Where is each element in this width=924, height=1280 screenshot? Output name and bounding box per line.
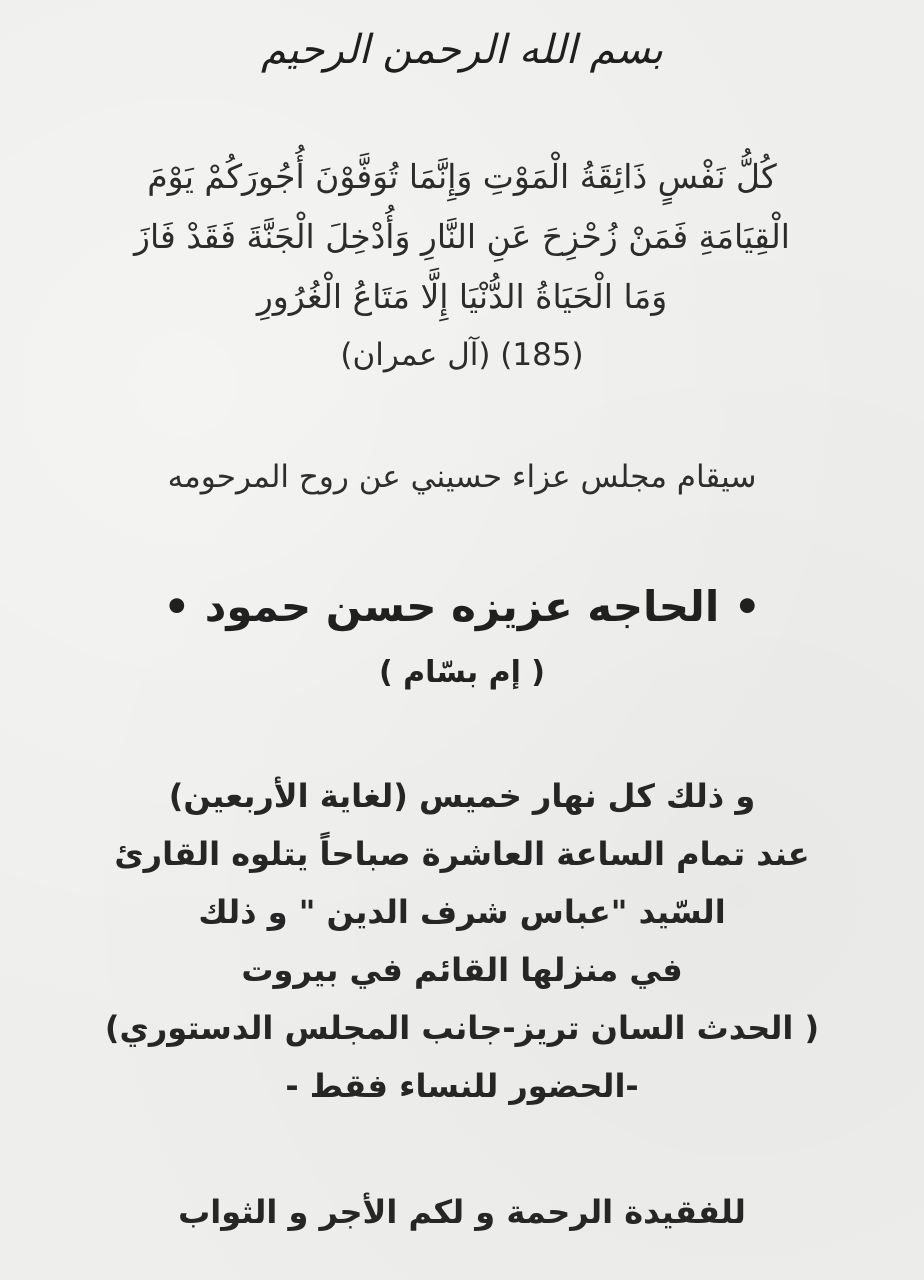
details-line-5-text: ( الحدث السان تريز-جانب المجلس الدستوري) — [104, 1009, 820, 1047]
verse-reference-text: (185) (آل عمران) — [340, 337, 584, 373]
details-line-1 — [0, 777, 924, 815]
deceased-kunya — [0, 655, 924, 690]
details-line-6 — [0, 1067, 924, 1105]
verse-line-1-text: كُلُّ نَفْسٍ ذَائِقَةُ الْمَوْتِ وَإِنَّمَا تُوَفَّوْنَ أُجُورَكُمْ يَوْمَ — [147, 157, 777, 196]
details-line-2-text: عند تمام الساعة العاشرة صباحاً يتلوه القارئ — [114, 835, 810, 873]
details-line-5 — [0, 1009, 924, 1047]
verse-line-2 — [0, 217, 924, 256]
verse-line-3 — [0, 277, 924, 316]
verse-line-2-text: الْقِيَامَةِ فَمَنْ زُحْزِحَ عَنِ النَّارِ وَأُدْخِلَ الْجَنَّةَ فَقَدْ فَازَ — [134, 217, 790, 256]
details-line-6-text: -الحضور للنساء فقط - — [285, 1067, 639, 1105]
details-line-4-text: في منزلها القائم في بيروت — [241, 951, 683, 989]
verse-line-3-text: وَمَا الْحَيَاةُ الدُّنْيَا إِلَّا مَتَاعُ الْغُرُورِ — [256, 277, 668, 316]
announcement-intro — [0, 459, 924, 495]
verse-reference — [0, 337, 924, 373]
deceased-name — [0, 582, 924, 631]
basmala-calligraphy-text: بسم الله الرحمن الرحيم — [260, 27, 664, 73]
details-line-3-text: السّيد "عباس شرف الدين " و ذلك — [198, 893, 726, 931]
details-line-3 — [0, 893, 924, 931]
basmala-calligraphy — [0, 27, 924, 73]
deceased-kunya-text: ( إم بسّام ) — [378, 655, 546, 690]
closing-condolence — [0, 1193, 924, 1231]
closing-condolence-text: للفقيدة الرحمة و لكم الأجر و الثواب — [178, 1193, 746, 1231]
verse-line-1 — [0, 157, 924, 196]
details-line-2 — [0, 835, 924, 873]
details-line-4 — [0, 951, 924, 989]
deceased-name-text: • الحاجه عزيزه حسن حمود • — [163, 582, 761, 631]
announcement-intro-text: سيقام مجلس عزاء حسيني عن روح المرحومه — [167, 459, 757, 495]
details-line-1-text: و ذلك كل نهار خميس (لغاية الأربعين) — [168, 777, 756, 815]
